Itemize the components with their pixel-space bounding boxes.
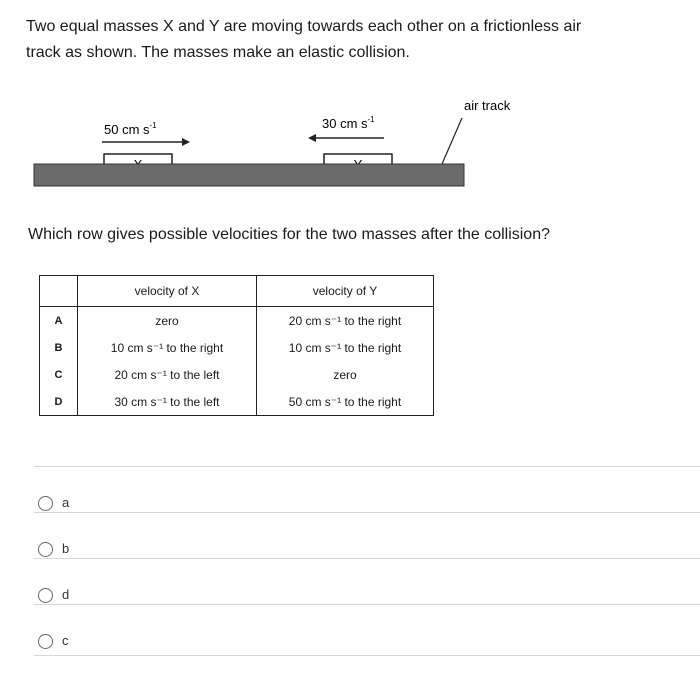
answer-option-a[interactable] bbox=[0, 466, 700, 512]
radio-button[interactable] bbox=[38, 542, 53, 557]
answer-option-c[interactable] bbox=[0, 604, 700, 650]
answer-options bbox=[0, 466, 700, 650]
divider bbox=[34, 558, 700, 559]
row-velocity-y: 20 cm s⁻¹ to the right bbox=[257, 307, 434, 335]
x-velocity-label: 50 cm $s^{-1}$ bbox=[104, 121, 157, 137]
divider bbox=[34, 512, 700, 513]
table-header-row bbox=[40, 276, 434, 307]
row-key: D bbox=[40, 388, 78, 416]
question-prompt: Which row gives possible velocities for the two masses after the collision? bbox=[28, 226, 550, 243]
x-arrow-head bbox=[182, 138, 190, 146]
y-velocity-label: 30 cm $s^{-1}$ bbox=[322, 115, 375, 131]
question-text bbox=[26, 14, 676, 66]
radio-button[interactable] bbox=[38, 588, 53, 603]
options-table bbox=[39, 275, 434, 416]
y-arrow-head bbox=[308, 134, 316, 142]
answer-label[interactable]: c bbox=[62, 633, 69, 648]
question-line-1: Two equal masses X and Y are moving towards each other on a frictionless air bbox=[26, 18, 582, 35]
divider bbox=[34, 604, 700, 605]
header-velocity-y: velocity of Y bbox=[257, 276, 434, 307]
row-key: A bbox=[40, 307, 78, 335]
table-row bbox=[40, 361, 434, 388]
row-velocity-x: 20 cm s⁻¹ to the left bbox=[78, 361, 257, 388]
air-track bbox=[34, 164, 464, 186]
row-velocity-x: 30 cm s⁻¹ to the left bbox=[78, 388, 257, 416]
row-velocity-y: zero bbox=[257, 361, 434, 388]
air-track-diagram bbox=[34, 92, 511, 202]
header-key bbox=[40, 276, 78, 307]
answer-label[interactable]: b bbox=[62, 541, 70, 556]
divider bbox=[34, 655, 700, 656]
question-line-2: track as shown. The masses make an elastic collision. bbox=[26, 44, 410, 61]
row-key: C bbox=[40, 361, 78, 388]
row-velocity-y: 10 cm s⁻¹ to the right bbox=[257, 334, 434, 361]
radio-button[interactable] bbox=[38, 634, 53, 649]
answer-label[interactable]: a bbox=[62, 495, 70, 510]
air-track-label: air track bbox=[464, 98, 511, 113]
answer-label[interactable]: d bbox=[62, 587, 70, 602]
row-velocity-y: 50 cm s⁻¹ to the right bbox=[257, 388, 434, 416]
table-row bbox=[40, 307, 434, 335]
table-row bbox=[40, 388, 434, 416]
answer-option-d[interactable] bbox=[0, 558, 700, 604]
answer-option-b[interactable] bbox=[0, 512, 700, 558]
header-velocity-x: velocity of X bbox=[78, 276, 257, 307]
air-track-pointer bbox=[442, 118, 462, 164]
row-key: B bbox=[40, 334, 78, 361]
row-velocity-x: zero bbox=[78, 307, 257, 335]
divider bbox=[34, 466, 700, 467]
row-velocity-x: 10 cm s⁻¹ to the right bbox=[78, 334, 257, 361]
radio-button[interactable] bbox=[38, 496, 53, 511]
table-row bbox=[40, 334, 434, 361]
